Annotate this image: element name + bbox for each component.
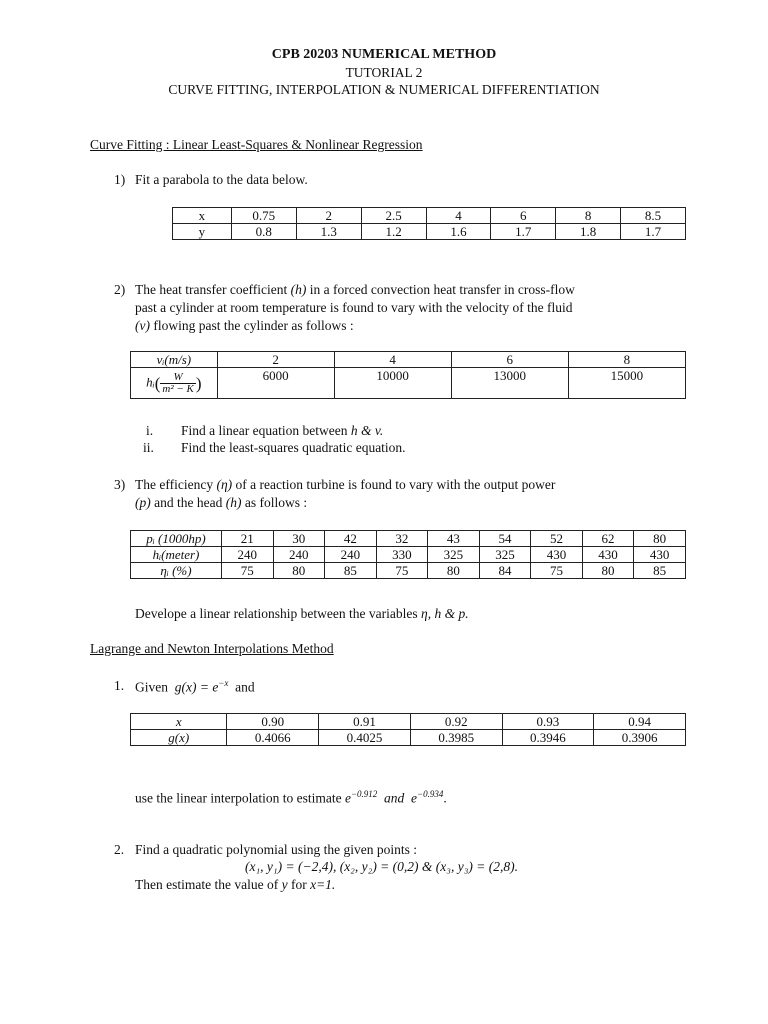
question-text-line [135, 282, 575, 298]
table-cell: 21 [221, 531, 273, 547]
table-cell: 43 [428, 531, 480, 547]
table-header-cell [131, 368, 218, 399]
table-cell: y [173, 224, 232, 240]
table-cell: 6 [491, 208, 556, 224]
table-cell: 325 [428, 547, 480, 563]
table-cell: 8 [556, 208, 621, 224]
text-run: as follows : [244, 495, 308, 510]
question-text-line [135, 477, 555, 493]
sub-item-text: Find the least-squares quadratic equation. [181, 440, 406, 455]
table-cell: x [173, 208, 232, 224]
given-points [245, 859, 518, 875]
text-run: of a reaction turbine is found to vary with the output power [235, 477, 556, 492]
text-run: The efficiency [135, 477, 214, 492]
question-number: 1) [114, 172, 126, 187]
fraction-numerator: W [160, 372, 196, 384]
table-cell: 62 [582, 531, 634, 547]
question-number: 3) [114, 477, 126, 492]
table-header-cell: hᵢ(meter) [131, 547, 222, 563]
text-run: Then estimate the value of [135, 877, 279, 892]
h-label: hᵢ [146, 373, 155, 389]
question-text: Fit a parabola to the data below. [135, 172, 308, 187]
section-heading-interpolation: Lagrange and Newton Interpolations Method [90, 641, 334, 656]
text-run: and the head [154, 495, 223, 510]
math-variable: y [281, 877, 288, 892]
table-row [131, 714, 686, 730]
table-header-cell: vᵢ(m/s) [131, 352, 218, 368]
table-cell: 6000 [217, 368, 334, 399]
text-run: The heat transfer coefficient [135, 282, 288, 297]
math-expression: e [344, 790, 351, 806]
table-cell: 0.3985 [410, 730, 502, 746]
question-number: 1. [114, 678, 125, 693]
table-cell: 0.4066 [227, 730, 319, 746]
table-cell: 0.75 [231, 208, 296, 224]
turbine-efficiency-table [130, 530, 686, 579]
table-cell: 0.92 [410, 714, 502, 730]
text-run: Find a linear equation between [181, 423, 348, 438]
table-header-cell: ηᵢ (%) [131, 563, 222, 579]
paren-open: ( [154, 373, 161, 393]
question-text-line [135, 678, 255, 696]
table-cell: 30 [273, 531, 325, 547]
math-expression: (x₁, y₁) = (−2,4), (x₂, y₂) = (0,2) & (x₃, y₃) = (2,8). [245, 859, 518, 874]
table-cell: 80 [582, 563, 634, 579]
table-row [131, 547, 686, 563]
table-cell: 80 [634, 531, 686, 547]
table-row [131, 730, 686, 746]
table-cell: 0.8 [231, 224, 296, 240]
table-cell: 4 [334, 352, 451, 368]
table-cell: 2 [296, 208, 361, 224]
table-cell: 430 [582, 547, 634, 563]
parabola-data-table [172, 207, 686, 240]
table-cell: 1.8 [556, 224, 621, 240]
table-cell: 2 [217, 352, 334, 368]
question-number: 2) [114, 282, 126, 297]
table-cell: 1.3 [296, 224, 361, 240]
sub-item-marker: i. [146, 423, 154, 438]
table-row [173, 224, 686, 240]
table-cell: 240 [273, 547, 325, 563]
table-cell: 52 [531, 531, 583, 547]
text-run: for [290, 877, 307, 892]
table-cell: 325 [479, 547, 531, 563]
question-text-line: past a cylinder at room temperature is found to vary with the velocity of the fluid [135, 300, 573, 315]
math-variable: (p) [135, 495, 151, 510]
table-cell: 15000 [568, 368, 685, 399]
math-variable: (η) [216, 477, 233, 492]
table-cell: 10000 [334, 368, 451, 399]
exponential-values-table [130, 713, 686, 746]
table-cell: 13000 [451, 368, 568, 399]
table-cell: 6 [451, 352, 568, 368]
text-run: and [235, 679, 255, 695]
table-cell: 1.7 [621, 224, 686, 240]
table-cell: 84 [479, 563, 531, 579]
table-cell: 54 [479, 531, 531, 547]
table-row [131, 531, 686, 547]
table-cell: 85 [325, 563, 377, 579]
paren-close: ) [195, 373, 202, 393]
table-header-cell: g(x) [131, 730, 227, 746]
math-conjunction: and [384, 790, 405, 806]
math-exponent: −0.934 [417, 789, 444, 799]
table-cell: 8.5 [621, 208, 686, 224]
table-cell: 2.5 [361, 208, 426, 224]
heat-transfer-table [130, 351, 686, 399]
sub-item-text [181, 423, 383, 439]
table-cell: 1.7 [491, 224, 556, 240]
tutorial-subtitle: CURVE FITTING, INTERPOLATION & NUMERICAL DIFFERENTIATION [168, 82, 600, 97]
math-variable: (v) [135, 318, 150, 333]
question-text-line: Find a quadratic polynomial using the given points : [135, 842, 417, 857]
table-cell: 80 [428, 563, 480, 579]
table-cell: 240 [325, 547, 377, 563]
table-cell: 85 [634, 563, 686, 579]
text-run: Given [135, 679, 168, 695]
table-cell: 1.6 [426, 224, 491, 240]
table-cell: 0.4025 [319, 730, 411, 746]
table-cell: 42 [325, 531, 377, 547]
math-variable: η, h & p. [421, 606, 469, 621]
math-expression: g(x) = e [174, 679, 219, 695]
table-cell: 240 [221, 547, 273, 563]
section-heading-curve-fitting: Curve Fitting : Linear Least-Squares & Nonlinear Regression [90, 137, 423, 152]
math-exponent: −0.912 [350, 789, 378, 799]
math-variable: x=1. [310, 877, 336, 892]
course-title: CPB 20203 NUMERICAL METHOD [271, 47, 497, 62]
text-run: . [443, 790, 447, 806]
table-cell: 0.3946 [502, 730, 594, 746]
table-cell: 8 [568, 352, 685, 368]
unit-fraction [160, 372, 196, 395]
table-cell: 32 [376, 531, 428, 547]
table-cell: 0.94 [594, 714, 686, 730]
table-cell: 4 [426, 208, 491, 224]
text-run: in a forced convection heat transfer in cross-flow [309, 282, 575, 297]
table-cell: 0.91 [319, 714, 411, 730]
table-cell: 0.93 [502, 714, 594, 730]
table-row [131, 352, 686, 368]
table-cell: 75 [376, 563, 428, 579]
tutorial-number: TUTORIAL 2 [345, 65, 423, 80]
text-run: Develope a linear relationship between the variables [135, 606, 418, 621]
question-number: 2. [114, 842, 125, 857]
table-cell: 75 [531, 563, 583, 579]
table-cell: 430 [634, 547, 686, 563]
table-header-cell: pᵢ (1000hp) [131, 531, 222, 547]
text-run: use the linear interpolation to estimate [135, 790, 342, 806]
table-row [173, 208, 686, 224]
fraction-denominator: m² − K [162, 382, 194, 395]
table-header-cell: x [131, 714, 227, 730]
table-cell: 0.3906 [594, 730, 686, 746]
table-cell: 330 [376, 547, 428, 563]
math-exponent: −x [218, 678, 229, 688]
question-closing-text [135, 606, 469, 622]
math-variable: (h) [290, 282, 307, 297]
question-text-line [135, 495, 307, 511]
table-cell: 0.90 [227, 714, 319, 730]
sub-item-marker: ii. [143, 440, 154, 455]
table-row [131, 563, 686, 579]
table-cell: 430 [531, 547, 583, 563]
question-text-line [135, 877, 335, 893]
table-cell: 75 [221, 563, 273, 579]
table-row [131, 368, 686, 399]
table-cell: 1.2 [361, 224, 426, 240]
text-run: flowing past the cylinder as follows : [153, 318, 354, 333]
question-text-line [135, 318, 354, 334]
math-variable: (h) [225, 495, 242, 510]
table-cell: 80 [273, 563, 325, 579]
math-expression: e [411, 790, 418, 806]
math-variable: h & v. [350, 423, 384, 438]
question-text-line [135, 789, 447, 807]
